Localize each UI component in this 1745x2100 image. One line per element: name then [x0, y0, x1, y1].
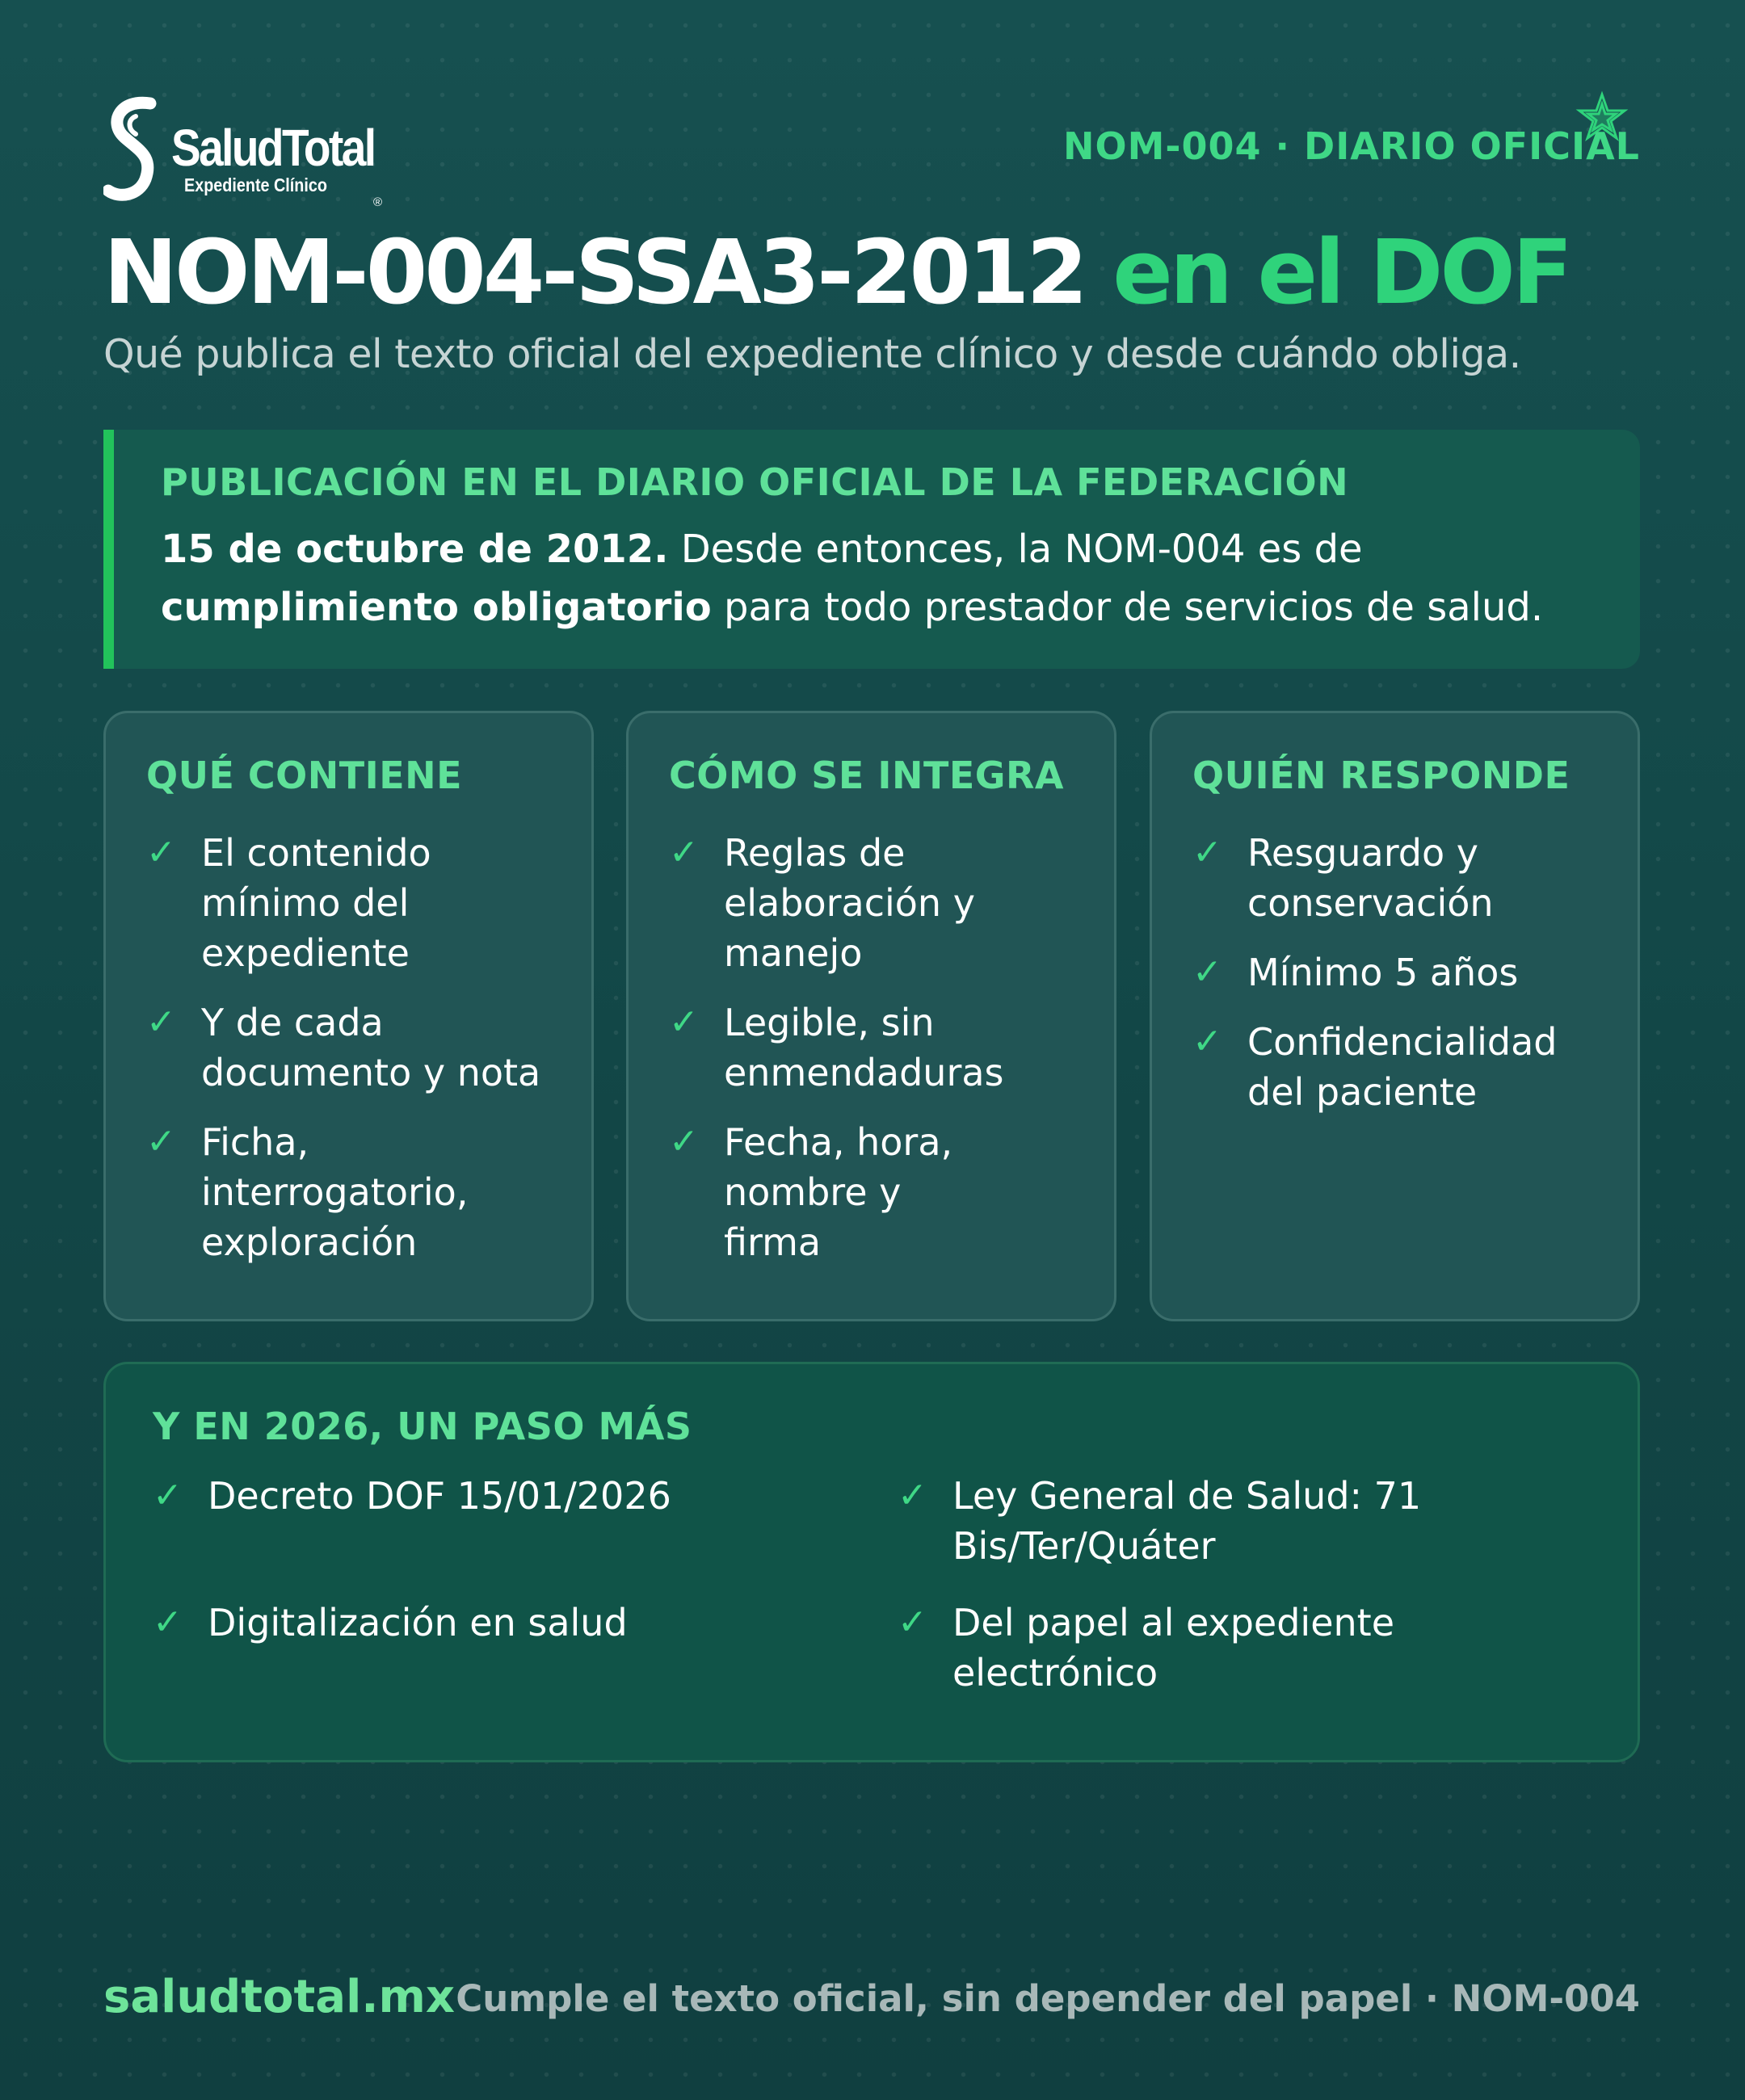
logo-s-mark-icon	[103, 95, 168, 208]
list-item	[669, 828, 992, 978]
list-item	[1192, 947, 1596, 998]
list-item-text: Reglas de elaboración y manejo	[724, 831, 975, 975]
card-quien-responde	[1150, 711, 1640, 1321]
card-list	[1192, 828, 1596, 1117]
list-item	[146, 828, 550, 978]
check-icon: ✓	[898, 1475, 927, 1516]
card-list	[146, 828, 550, 1267]
list-item-text: Ficha, interrogatorio, exploración	[201, 1120, 469, 1264]
registered-mark: ®	[373, 195, 383, 209]
check-icon: ✓	[669, 1002, 699, 1043]
title-accent: en el DOF	[1112, 220, 1570, 324]
publication-date: 15 de octubre de 2012.	[161, 527, 669, 572]
publication-text-2: para todo prestador de servicios de salud.	[711, 585, 1544, 630]
list-item	[146, 1117, 550, 1267]
card-title: CÓMO SE INTEGRA	[669, 754, 1065, 797]
list-item-text: Decreto DOF 15/01/2026	[208, 1474, 671, 1518]
list-item	[669, 998, 1004, 1098]
list-item	[1192, 828, 1596, 928]
list-item-text: Digitalización en salud	[208, 1601, 628, 1644]
card-title: QUIÉN RESPONDE	[1192, 754, 1570, 797]
title-main: NOM-004-SSA3-2012	[103, 220, 1085, 324]
future-list	[153, 1471, 1638, 1737]
footer-tagline: Cumple el texto oficial, sin depender del papel · NOM-004	[456, 1977, 1640, 2020]
list-item	[898, 1598, 1470, 1698]
card-como-se-integra	[626, 711, 1116, 1321]
list-item	[153, 1598, 789, 1648]
future-title: Y EN 2026, UN PASO MÁS	[153, 1405, 692, 1448]
list-item-text: Mínimo 5 años	[1247, 951, 1519, 994]
list-item	[898, 1471, 1437, 1571]
future-section	[103, 1362, 1640, 1762]
publication-banner	[103, 430, 1640, 669]
list-item-text: El contenido mínimo del expediente	[201, 831, 431, 975]
card-que-contiene	[103, 711, 594, 1321]
list-item	[153, 1471, 789, 1521]
list-item-text: Resguardo y conservación	[1247, 831, 1494, 925]
check-icon: ✓	[669, 1121, 699, 1162]
check-icon: ✓	[146, 1121, 176, 1162]
page-subtitle: Qué publica el texto oficial del expediente clínico y desde cuándo obliga.	[103, 331, 1521, 377]
card-title: QUÉ CONTIENE	[146, 754, 463, 797]
check-icon: ✓	[1192, 832, 1222, 873]
check-icon: ✓	[898, 1602, 927, 1643]
publication-text-1: Desde entonces, la NOM-004 es de	[668, 527, 1363, 572]
check-icon: ✓	[1192, 951, 1222, 993]
card-list	[669, 828, 1004, 1267]
list-item	[146, 998, 550, 1098]
list-item-text: Ley General de Salud: 71 Bis/Ter/Quáter	[952, 1474, 1422, 1568]
header	[103, 89, 1640, 210]
list-item-text: Confidencialidad del paciente	[1247, 1020, 1558, 1114]
list-item-text: Del papel al expediente electrónico	[952, 1601, 1394, 1695]
list-item	[1192, 1017, 1596, 1117]
list-item-text: Legible, sin enmendaduras	[724, 1001, 1004, 1094]
check-icon: ✓	[669, 832, 699, 873]
list-item	[669, 1117, 992, 1267]
list-item-text: Y de cada documento y nota	[201, 1001, 541, 1094]
publication-emphasis: cumplimiento obligatorio	[161, 585, 712, 630]
brand-tagline: Expediente Clínico	[184, 174, 327, 195]
brand-logo[interactable]	[103, 95, 410, 208]
check-icon: ✓	[153, 1475, 183, 1516]
list-item-text: Fecha, hora, nombre y firma	[724, 1120, 953, 1264]
check-icon: ✓	[153, 1602, 183, 1643]
check-icon: ✓	[146, 832, 176, 873]
publication-heading: PUBLICACIÓN EN EL DIARIO OFICIAL DE LA FEDERACIÓN	[161, 460, 1349, 504]
check-icon: ✓	[146, 1002, 176, 1043]
page-title	[103, 220, 1570, 325]
publication-text	[161, 520, 1640, 636]
footer-website-link[interactable]: saludtotal.mx	[103, 1971, 456, 2023]
header-tag: NOM-004 · DIARIO OFICIAL	[1063, 124, 1640, 168]
check-icon: ✓	[1192, 1021, 1222, 1062]
brand-name: SaludTotal	[171, 119, 375, 177]
